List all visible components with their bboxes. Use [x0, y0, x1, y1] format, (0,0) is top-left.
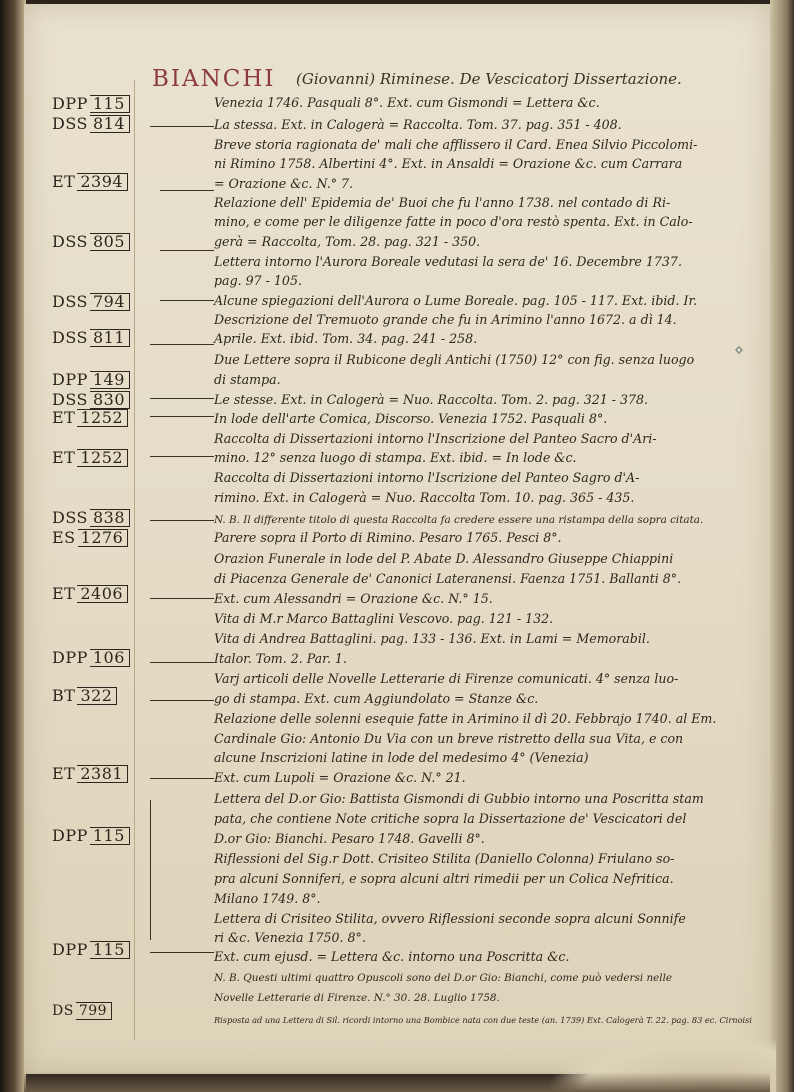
shelf-code: DSS 830 [52, 390, 130, 409]
author-heading-rest: (Giovanni) Riminese. De Vescicatorj Dissertazione. [296, 70, 682, 88]
entry-connector [160, 190, 214, 191]
entry-connector [150, 520, 214, 521]
entry-connector [150, 398, 214, 399]
margin-line [134, 80, 135, 1040]
catalog-entry-line: Relazione dell' Epidemia de' Buoi che fu l'anno 1738. nel contado di Ri- [214, 195, 671, 210]
catalog-entry-line: Alcune spiegazioni dell'Aurora o Lume Boreale. pag. 105 - 117. Ext. ibid. Ir. [214, 293, 698, 308]
catalog-entry-line: ni Rimino 1758. Albertini 4°. Ext. in Ansaldi = Orazione &c. cum Carrara [214, 156, 683, 171]
shelf-code: DSS 805 [52, 232, 130, 251]
shelf-code: ET 1252 [52, 408, 128, 427]
catalog-entry-line: In lode dell'arte Comica, Discorso. Venezia 1752. Pasquali 8°. [214, 411, 608, 426]
catalog-entry-line: di Piacenza Generale de' Canonici Lateranensi. Faenza 1751. Ballanti 8°. [214, 571, 682, 586]
catalog-entry-line: Aprile. Ext. ibid. Tom. 34. pag. 241 - 258. [214, 331, 478, 346]
catalog-entry-line: Ext. cum Alessandri = Orazione &c. N.° 15. [214, 591, 493, 606]
catalog-entry-line: D.or Gio: Bianchi. Pesaro 1748. Gavelli 8°. [214, 831, 485, 846]
entry-connector [150, 700, 214, 701]
catalog-entry-line: pata, che contiene Note critiche sopra la Dissertazione de' Vescicatori del [214, 811, 687, 826]
catalog-entry-line: Varj articoli delle Novelle Letterarie di Firenze comunicati. 4° senza luo- [214, 671, 679, 686]
shelf-code: DPP 115 [52, 940, 130, 959]
catalog-entry-line: La stessa. Ext. in Calogerà = Raccolta. Tom. 37. pag. 351 - 408. [214, 117, 622, 132]
catalog-note-line: Novelle Letterarie di Firenze. N.° 30. 28. Luglio 1758. [214, 992, 500, 1004]
catalog-entry-line: ri &c. Venezia 1750. 8°. [214, 930, 366, 945]
entry-connector [160, 300, 214, 301]
catalog-entry-line: Venezia 1746. Pasquali 8°. Ext. cum Gismondi = Lettera &c. [214, 95, 600, 110]
entry-connector [150, 662, 214, 663]
shelf-code: ET 2394 [52, 172, 128, 191]
group-bracket-line [150, 800, 151, 940]
catalog-entry-line: Orazion Funerale in lode del P. Abate D. Alessandro Giuseppe Chiappini [214, 551, 674, 566]
page-bottom-shadow [24, 1072, 770, 1092]
shelf-code: ES 1276 [52, 528, 128, 547]
catalog-entry-line: Due Lettere sopra il Rubicone degli Antichi (1750) 12° con fig. senza luogo [214, 352, 695, 367]
catalog-entry-line: Cardinale Gio: Antonio Du Via con un breve ristretto della sua Vita, e con [214, 731, 684, 746]
catalog-entry-line: Ext. cum ejusd. = Lettera &c. intorno una Poscritta &c. [214, 949, 570, 964]
catalog-entry-line: pra alcuni Sonniferi, e sopra alcuni altri rimedii per un Colica Nefritica. [214, 871, 674, 886]
catalog-entry-line: Raccolta di Dissertazioni intorno l'Inscrizione del Panteo Sacro d'Ari- [214, 431, 657, 446]
catalog-entry-line: rimino. Ext. in Calogerà = Nuo. Raccolta Tom. 10. pag. 365 - 435. [214, 490, 635, 505]
shelf-code: DSS 838 [52, 508, 130, 527]
catalog-entry-line: Descrizione del Tremuoto grande che fu in Arimino l'anno 1672. a dì 14. [214, 312, 677, 327]
catalog-note-line: N. B. Il differente titolo di questa Raccolta fa credere essere una ristampa della sopra citata. [214, 514, 704, 526]
catalog-entry-line: pag. 97 - 105. [214, 273, 302, 288]
catalog-entry-line: alcune Inscrizioni latine in lode del medesimo 4° (Venezia) [214, 750, 589, 765]
shelf-code: BT 322 [52, 686, 117, 705]
catalog-entry-line: di stampa. [214, 372, 281, 387]
book-binding [0, 0, 26, 1092]
shelf-code: ET 2406 [52, 584, 128, 603]
entry-connector [160, 250, 214, 251]
shelf-code: DPP 106 [52, 648, 130, 667]
catalog-entry-line: mino. 12° senza luogo di stampa. Ext. ibid. = In lode &c. [214, 450, 577, 465]
library-stamp-mark: ⋄ [734, 340, 745, 359]
catalog-entry-line: Lettera intorno l'Aurora Boreale vedutasi la sera de' 16. Decembre 1737. [214, 254, 682, 269]
catalog-entry-line: Milano 1749. 8°. [214, 891, 321, 906]
catalog-entry-line: Lettera di Crisiteo Stilita, ovvero Riflessioni seconde sopra alcuni Sonnife [214, 911, 686, 926]
catalog-entry-line: go di stampa. Ext. cum Aggiundolato = Stanze &c. [214, 691, 539, 706]
catalog-entry-line: Le stesse. Ext. in Calogerà = Nuo. Raccolta. Tom. 2. pag. 321 - 378. [214, 392, 649, 407]
entry-connector [150, 598, 214, 599]
entry-connector [150, 344, 214, 345]
entry-connector [150, 126, 214, 127]
catalog-entry-line: mino, e come per le diligenze fatte in poco d'ora restò spenta. Ext. in Calo- [214, 214, 693, 229]
catalog-entry-line: Breve storia ragionata de' mali che afflissero il Card. Enea Silvio Piccolomi- [214, 137, 698, 152]
author-heading: BIANCHI [152, 66, 276, 92]
catalog-entry-line: Ext. cum Lupoli = Orazione &c. N.° 21. [214, 770, 466, 785]
shelf-code: DS 799 [52, 1002, 112, 1020]
shelf-code: DPP 149 [52, 370, 130, 389]
entry-connector [150, 456, 214, 457]
page-edge [770, 0, 794, 1092]
shelf-code: DPP 115 [52, 94, 130, 113]
entry-connector [150, 416, 214, 417]
shelf-code: DPP 115 [52, 826, 130, 845]
catalog-entry-line: Vita di Andrea Battaglini. pag. 133 - 136. Ext. in Lami = Memorabil. [214, 631, 650, 646]
catalog-entry-line: Italor. Tom. 2. Par. 1. [214, 651, 347, 666]
catalog-entry-line: Riflessioni del Sig.r Dott. Crisiteo Stilita (Daniello Colonna) Friulano so- [214, 851, 675, 866]
catalog-entry-line: Parere sopra il Porto di Rimino. Pesaro 1765. Pesci 8°. [214, 530, 562, 545]
shelf-code: ET 1252 [52, 448, 128, 467]
shelf-code: DSS 814 [52, 114, 130, 133]
catalog-entry-line: Vita di M.r Marco Battaglini Vescovo. pag. 121 - 132. [214, 611, 554, 626]
catalog-entry-line: Lettera del D.or Gio: Battista Gismondi di Gubbio intorno una Poscritta stam [214, 791, 704, 806]
entry-connector [150, 778, 214, 779]
shelf-code: DSS 794 [52, 292, 130, 311]
catalog-entry-line: gerà = Raccolta, Tom. 28. pag. 321 - 350. [214, 234, 481, 249]
catalog-entry-line: = Orazione &c. N.° 7. [214, 176, 354, 191]
catalog-note-line: Risposta ad una Lettera di Sil. ricordi intorno una Bombice nata con due teste (an. 1739) Ext. Calogerà T. 22. pag. 83 ec. Cirnoisi [214, 1015, 752, 1025]
shelf-code: ET 2381 [52, 764, 128, 783]
entry-connector [150, 952, 214, 953]
catalog-entry-line: Raccolta di Dissertazioni intorno l'Iscrizione del Panteo Sagro d'A- [214, 470, 640, 485]
catalog-entry-line: Relazione delle solenni esequie fatte in Arimino il dì 20. Febbrajo 1740. al Em. [214, 711, 717, 726]
shelf-code: DSS 811 [52, 328, 130, 347]
catalog-note-line: N. B. Questi ultimi quattro Opuscoli sono del D.or Gio: Bianchi, come può vedersi nelle [214, 972, 673, 984]
